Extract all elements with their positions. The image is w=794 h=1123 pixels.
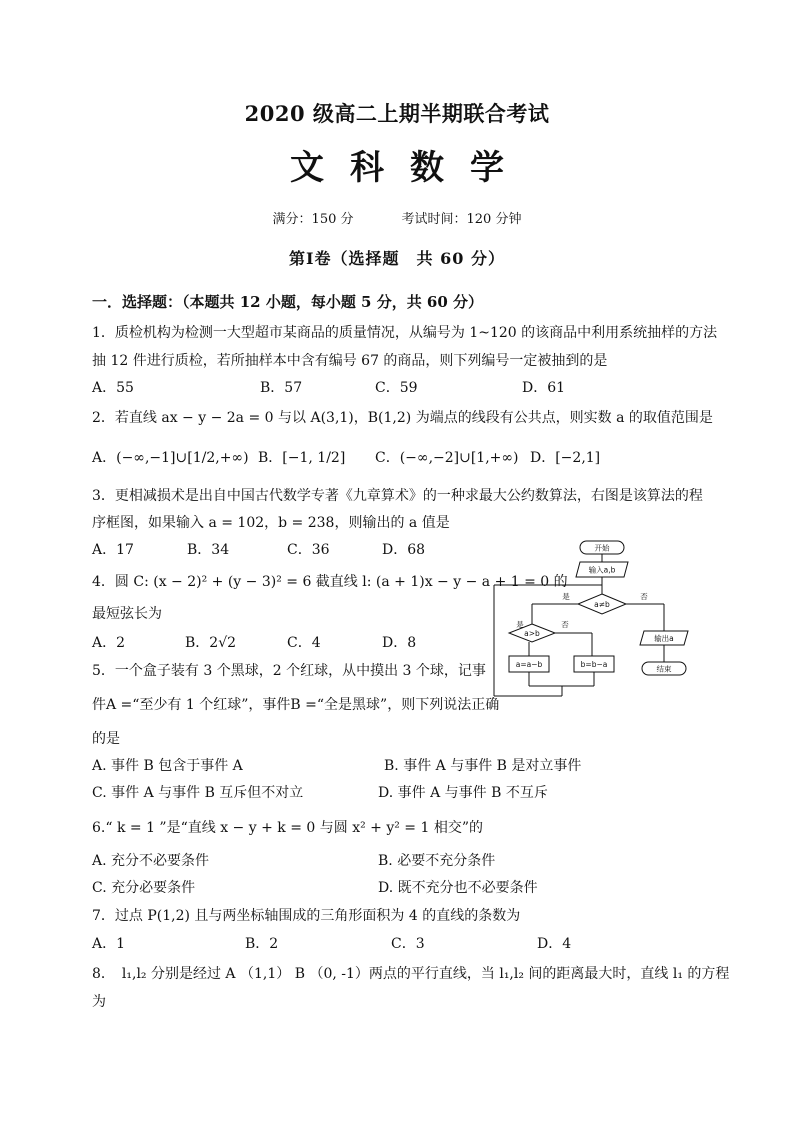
assign-b-label: b=b−a <box>580 660 608 669</box>
decision1-yes-label: 是 <box>562 592 570 601</box>
q4-line-1: 4．圆 C: (x − 2)² + (y − 3)² = 6 截直线 l: (a + 1)x − y − a + 1 = 0 的 <box>92 574 568 590</box>
decision2-no-label: 否 <box>561 620 569 629</box>
q1-option-d: D．61 <box>522 380 566 396</box>
q5-line-3: 的是 <box>92 731 120 747</box>
input-label: 输入a,b <box>588 565 616 575</box>
q2-option-a: A．(−∞,−1]∪[1/2,+∞) <box>92 450 249 466</box>
q2-option-c: C．(−∞,−2]∪[1,+∞) <box>375 450 519 466</box>
q4-line-2: 最短弦长为 <box>92 606 162 622</box>
q5-option-d: D. 事件 A 与事件 B 不互斥 <box>378 785 548 801</box>
q4-option-b: B．2√2 <box>185 635 237 651</box>
q5-option-b: B. 事件 A 与事件 B 是对立事件 <box>384 758 582 774</box>
q6-option-d: D. 既不充分也不必要条件 <box>378 880 538 896</box>
q1-option-a: A．55 <box>92 380 134 396</box>
q6-option-a: A. 充分不必要条件 <box>92 853 210 869</box>
decision1-label: a≠b <box>594 600 610 609</box>
exam-title: 2020 级高二上期半期联合考试 <box>244 101 550 126</box>
algorithm-flowchart <box>492 538 702 698</box>
q7-option-d: D．4 <box>537 936 572 952</box>
q5-option-c: C. 事件 A 与事件 B 互斥但不对立 <box>92 785 304 801</box>
q3-line-1: 3．更相减损术是出自中国古代数学专著《九章算术》的一种求最大公约数算法，右图是该算法的程 <box>92 488 703 504</box>
q1-line-2: 抽 12 件进行质检，若所抽样本中含有编号 67 的商品，则下列编号一定被抽到的是 <box>92 353 608 369</box>
output-label: 输出a <box>654 634 674 643</box>
q5-line-2: 件A =“至少有 1 个红球”，事件B =“全是黑球”，则下列说法正确 <box>92 697 500 713</box>
q5-line-1: 5．一个盒子装有 3 个黑球，2 个红球，从中摸出 3 个球，记事 <box>92 663 486 679</box>
exam-time: 考试时间：120 分钟 <box>401 212 522 227</box>
q3-option-b: B．34 <box>187 542 230 558</box>
end-label: 结束 <box>656 664 672 674</box>
q3-line-2: 序框图，如果输入 a = 102，b = 238，则输出的 a 值是 <box>92 515 450 531</box>
q6-option-b: B. 必要不充分条件 <box>378 853 496 869</box>
start-label: 开始 <box>594 543 610 553</box>
q6-option-c: C. 充分必要条件 <box>92 880 196 896</box>
full-score: 满分：150 分 <box>272 212 354 227</box>
q7-option-c: C．3 <box>391 936 425 952</box>
q4-option-a: A．2 <box>92 635 126 651</box>
q2-option-b: B．[−1, 1/2] <box>258 450 346 466</box>
decision2-yes-label: 是 <box>516 620 524 629</box>
subject-title: 文科数学 <box>290 148 530 188</box>
q4-option-c: C．4 <box>287 635 321 651</box>
q7-option-b: B．2 <box>245 936 279 952</box>
exam-meta <box>0 208 794 227</box>
q1-option-c: C．59 <box>375 380 418 396</box>
q7-line-1: 7．过点 P(1,2) 且与两坐标轴围成的三角形面积为 4 的直线的条数为 <box>92 908 521 924</box>
q3-option-c: C．36 <box>287 542 330 558</box>
q2-line-1: 2．若直线 ax − y − 2a = 0 与以 A(3,1)，B(1,2) 为端点的线段有公共点，则实数 a 的取值范围是 <box>92 410 713 426</box>
q1-line-1: 1．质检机构为检测一大型超市某商品的质量情况，从编号为 1~120 的该商品中利用系统抽样的方法 <box>92 325 718 341</box>
q8-line-2: 为 <box>92 994 106 1010</box>
q2-option-d: D．[−2,1] <box>530 450 601 466</box>
q1-option-b: B．57 <box>260 380 303 396</box>
decision1-no-label: 否 <box>640 592 648 601</box>
q7-option-a: A．1 <box>92 936 126 952</box>
q8-line-1: 8． l₁,l₂ 分别是经过 A （1,1） B （0, -1）两点的平行直线，当 l₁,l₂ 间的距离最大时，直线 l₁ 的方程 <box>92 966 730 982</box>
decision2-label: a>b <box>524 629 540 638</box>
q6-line-1: 6.“ k = 1 ”是“直线 x − y + k = 0 与圆 x² + y² = 1 相交”的 <box>92 820 483 836</box>
part-title: 第Ⅰ卷（选择题 共 60 分） <box>289 249 505 268</box>
q4-option-d: D．8 <box>382 635 417 651</box>
q3-option-d: D．68 <box>382 542 426 558</box>
section-heading: 一．选择题：（本题共 12 小题，每小题 5 分，共 60 分） <box>92 293 484 311</box>
q5-option-a: A. 事件 B 包含于事件 A <box>92 758 243 774</box>
q3-option-a: A．17 <box>92 542 134 558</box>
assign-a-label: a=a−b <box>515 660 543 669</box>
